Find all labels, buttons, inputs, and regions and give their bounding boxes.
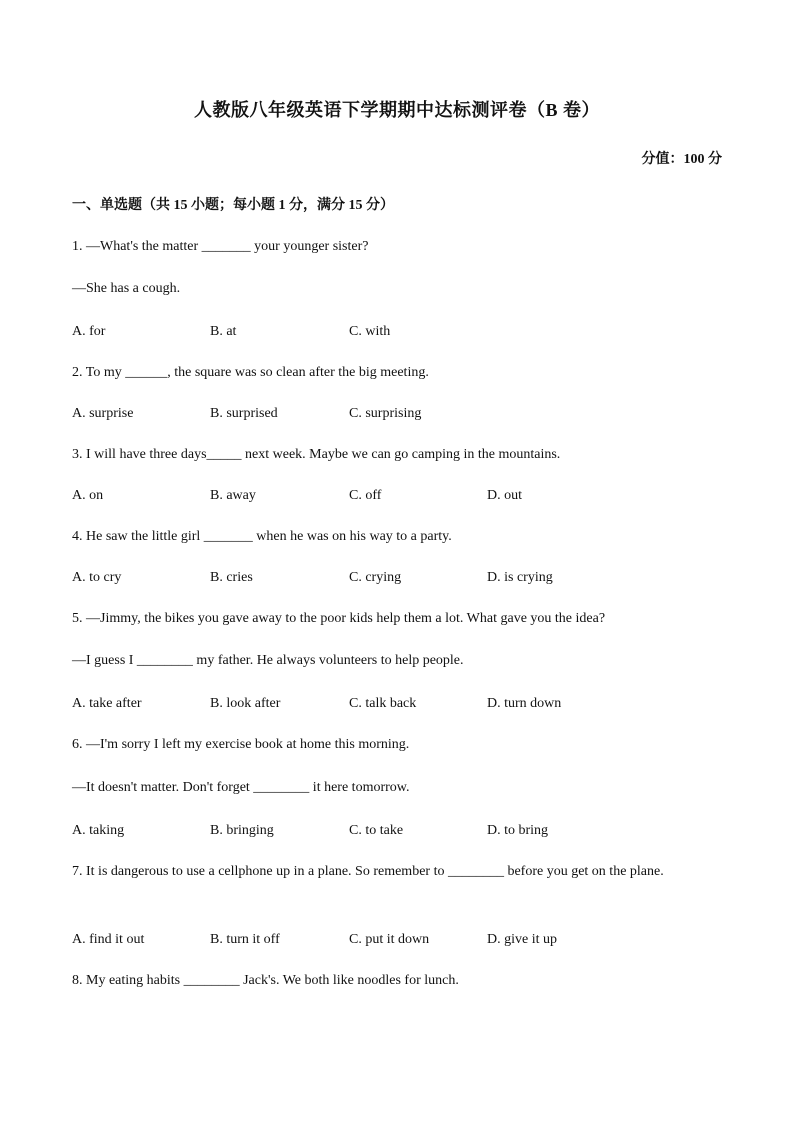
- question-3-option-c[interactable]: C. off: [349, 488, 382, 503]
- question-1-option-b[interactable]: B. at: [210, 324, 237, 339]
- question-7-option-a[interactable]: A. find it out: [72, 932, 145, 947]
- question-5-option-d[interactable]: D. turn down: [487, 696, 562, 711]
- question-1-option-c[interactable]: C. with: [349, 324, 391, 339]
- question-7-option-c[interactable]: C. put it down: [349, 932, 430, 947]
- question-2-stem: 2. To my ______, the square was so clean after the big meeting.: [72, 365, 429, 380]
- question-4-option-b[interactable]: B. cries: [210, 570, 253, 585]
- question-2-option-b[interactable]: B. surprised: [210, 406, 278, 421]
- question-5-option-a[interactable]: A. take after: [72, 696, 142, 711]
- question-4-stem: 4. He saw the little girl _______ when he was on his way to a party.: [72, 529, 452, 544]
- question-6-option-c[interactable]: C. to take: [349, 823, 404, 838]
- page-title: 人教版八年级英语下学期期中达标测评卷（B 卷）: [193, 100, 600, 120]
- question-2-option-c[interactable]: C. surprising: [349, 406, 422, 421]
- question-1-answer-line: —She has a cough.: [72, 281, 181, 296]
- question-6-option-d[interactable]: D. to bring: [487, 823, 549, 838]
- question-2-option-a[interactable]: A. surprise: [72, 406, 134, 421]
- question-1-stem: 1. —What's the matter _______ your younger sister?: [72, 239, 369, 254]
- question-4-option-d[interactable]: D. is crying: [487, 570, 553, 585]
- question-3-option-b[interactable]: B. away: [210, 488, 256, 503]
- question-5-answer-line: —I guess I ________ my father. He always volunteers to help people.: [72, 653, 464, 668]
- question-7-option-d[interactable]: D. give it up: [487, 932, 557, 947]
- question-7-stem: 7. It is dangerous to use a cellphone up in a plane. So remember to ________ before you get on the plane.: [72, 864, 664, 879]
- question-1-option-a[interactable]: A. for: [72, 324, 106, 339]
- score-value: 分值：100 分: [641, 152, 722, 167]
- question-3-option-d[interactable]: D. out: [487, 488, 522, 503]
- question-6-answer-line: —It doesn't matter. Don't forget ________ it here tomorrow.: [72, 780, 410, 795]
- question-4-option-c[interactable]: C. crying: [349, 570, 402, 585]
- question-5-option-b[interactable]: B. look after: [210, 696, 281, 711]
- question-5-option-c[interactable]: C. talk back: [349, 696, 417, 711]
- question-6-stem: 6. —I'm sorry I left my exercise book at home this morning.: [72, 737, 410, 752]
- question-6-option-b[interactable]: B. bringing: [210, 823, 274, 838]
- question-3-option-a[interactable]: A. on: [72, 488, 104, 503]
- question-8-stem: 8. My eating habits ________ Jack's. We both like noodles for lunch.: [72, 973, 459, 988]
- section-heading: 一、单选题（共 15 小题；每小题 1 分，满分 15 分）: [72, 198, 394, 213]
- question-5-stem: 5. —Jimmy, the bikes you gave away to the poor kids help them a lot. What gave you the idea?: [72, 611, 606, 626]
- question-3-stem: 3. I will have three days_____ next week. Maybe we can go camping in the mountains.: [72, 447, 561, 462]
- question-6-option-a[interactable]: A. taking: [72, 823, 125, 838]
- question-4-option-a[interactable]: A. to cry: [72, 570, 122, 585]
- question-7-option-b[interactable]: B. turn it off: [210, 932, 280, 947]
